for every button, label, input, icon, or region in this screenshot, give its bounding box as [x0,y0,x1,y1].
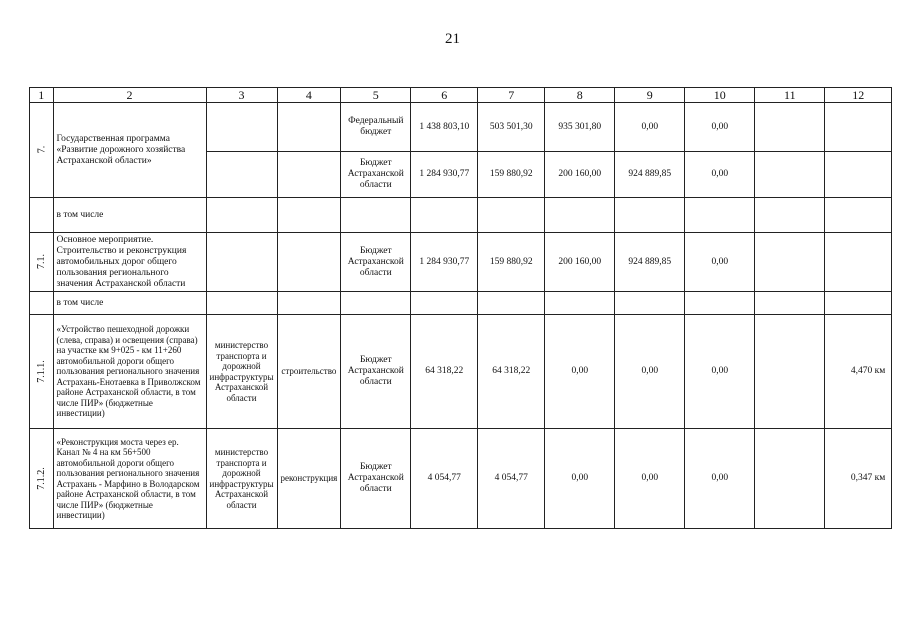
header-cell: 7 [478,88,545,103]
table-row [30,315,892,429]
header-cell: 1 [30,88,54,103]
header-cell: 3 [206,88,277,103]
funding-source: Бюджет Астраханской области [341,233,411,292]
table-row [30,103,892,152]
value-cell: 503 501,30 [478,103,545,152]
table-row [30,429,892,529]
row-name: «Реконструкция моста через ер. Канал № 4 на км 56+500 автомобильной дороги общего пользования регионального значения Астрахань - Марфино в Володарском районе Астраханской области, в том числе ПИР» (бюджетные инвестиции) [53,429,206,529]
value-cell: 0,00 [685,233,755,292]
value-cell: 1 438 803,10 [411,103,478,152]
value-cell: 924 889,85 [615,233,685,292]
length-value: 0,347 км [825,429,892,529]
header-cell: 12 [825,88,892,103]
table-row [30,233,892,292]
value-cell: 159 880,92 [478,233,545,292]
value-cell: 935 301,80 [545,103,615,152]
value-cell: 1 284 930,77 [411,233,478,292]
value-cell: 4 054,77 [478,429,545,529]
value-cell: 0,00 [685,429,755,529]
value-cell: 0,00 [615,103,685,152]
value-cell: 924 889,85 [615,152,685,198]
work-type: реконструкция [277,429,341,529]
header-cell: 9 [615,88,685,103]
work-type: строительство [277,315,341,429]
funding-source: Бюджет Астраханской области [341,315,411,429]
header-cell: 2 [53,88,206,103]
row-name: Основное мероприятие. Строительство и реконструкция автомобильных дорог общего пользования регионального значения Астраханской области [53,233,206,292]
page-number: 21 [445,31,460,47]
value-cell: 0,00 [685,315,755,429]
value-cell: 4 054,77 [411,429,478,529]
header-row [30,88,892,103]
header-cell: 5 [341,88,411,103]
value-cell: 64 318,22 [478,315,545,429]
row-name: Государственная программа «Развитие дорожного хозяйства Астраханской области» [53,103,206,198]
value-cell: 1 284 930,77 [411,152,478,198]
row-code: 7. [30,103,54,198]
row-code: 7.1. [30,233,54,292]
value-cell: 64 318,22 [411,315,478,429]
value-cell: 0,00 [615,315,685,429]
executor: министерство транспорта и дорожной инфраструктуры Астраханской области [206,315,277,429]
table-row [30,198,892,233]
value-cell: 0,00 [545,429,615,529]
funding-source: Бюджет Астраханской области [341,429,411,529]
header-cell: 4 [277,88,341,103]
value-cell: 200 160,00 [545,233,615,292]
funding-source: Бюджет Астраханской области [341,152,411,198]
value-cell: 0,00 [685,152,755,198]
table-row [30,292,892,315]
value-cell: 0,00 [685,103,755,152]
row-code: 7.1.2. [30,429,54,529]
including-label: в том числе [53,198,206,233]
value-cell: 0,00 [615,429,685,529]
funding-source: Федеральный бюджет [341,103,411,152]
header-cell: 10 [685,88,755,103]
executor: министерство транспорта и дорожной инфраструктуры Астраханской области [206,429,277,529]
value-cell: 159 880,92 [478,152,545,198]
row-code: 7.1.1. [30,315,54,429]
length-value: 4,470 км [825,315,892,429]
header-cell: 11 [755,88,825,103]
header-cell: 6 [411,88,478,103]
value-cell: 200 160,00 [545,152,615,198]
value-cell: 0,00 [545,315,615,429]
row-name: «Устройство пешеходной дорожки (слева, справа) и освещения (справа) на участке км 9+025 - км 11+260 автомобильной дороги общего пользования регионального значения Астрахань-Енотаевка в Приволжском районе Астраханской области, в том числе ПИР» (бюджетные инвестиции) [53,315,206,429]
budget-table [29,87,892,529]
header-cell: 8 [545,88,615,103]
including-label: в том числе [53,292,206,315]
